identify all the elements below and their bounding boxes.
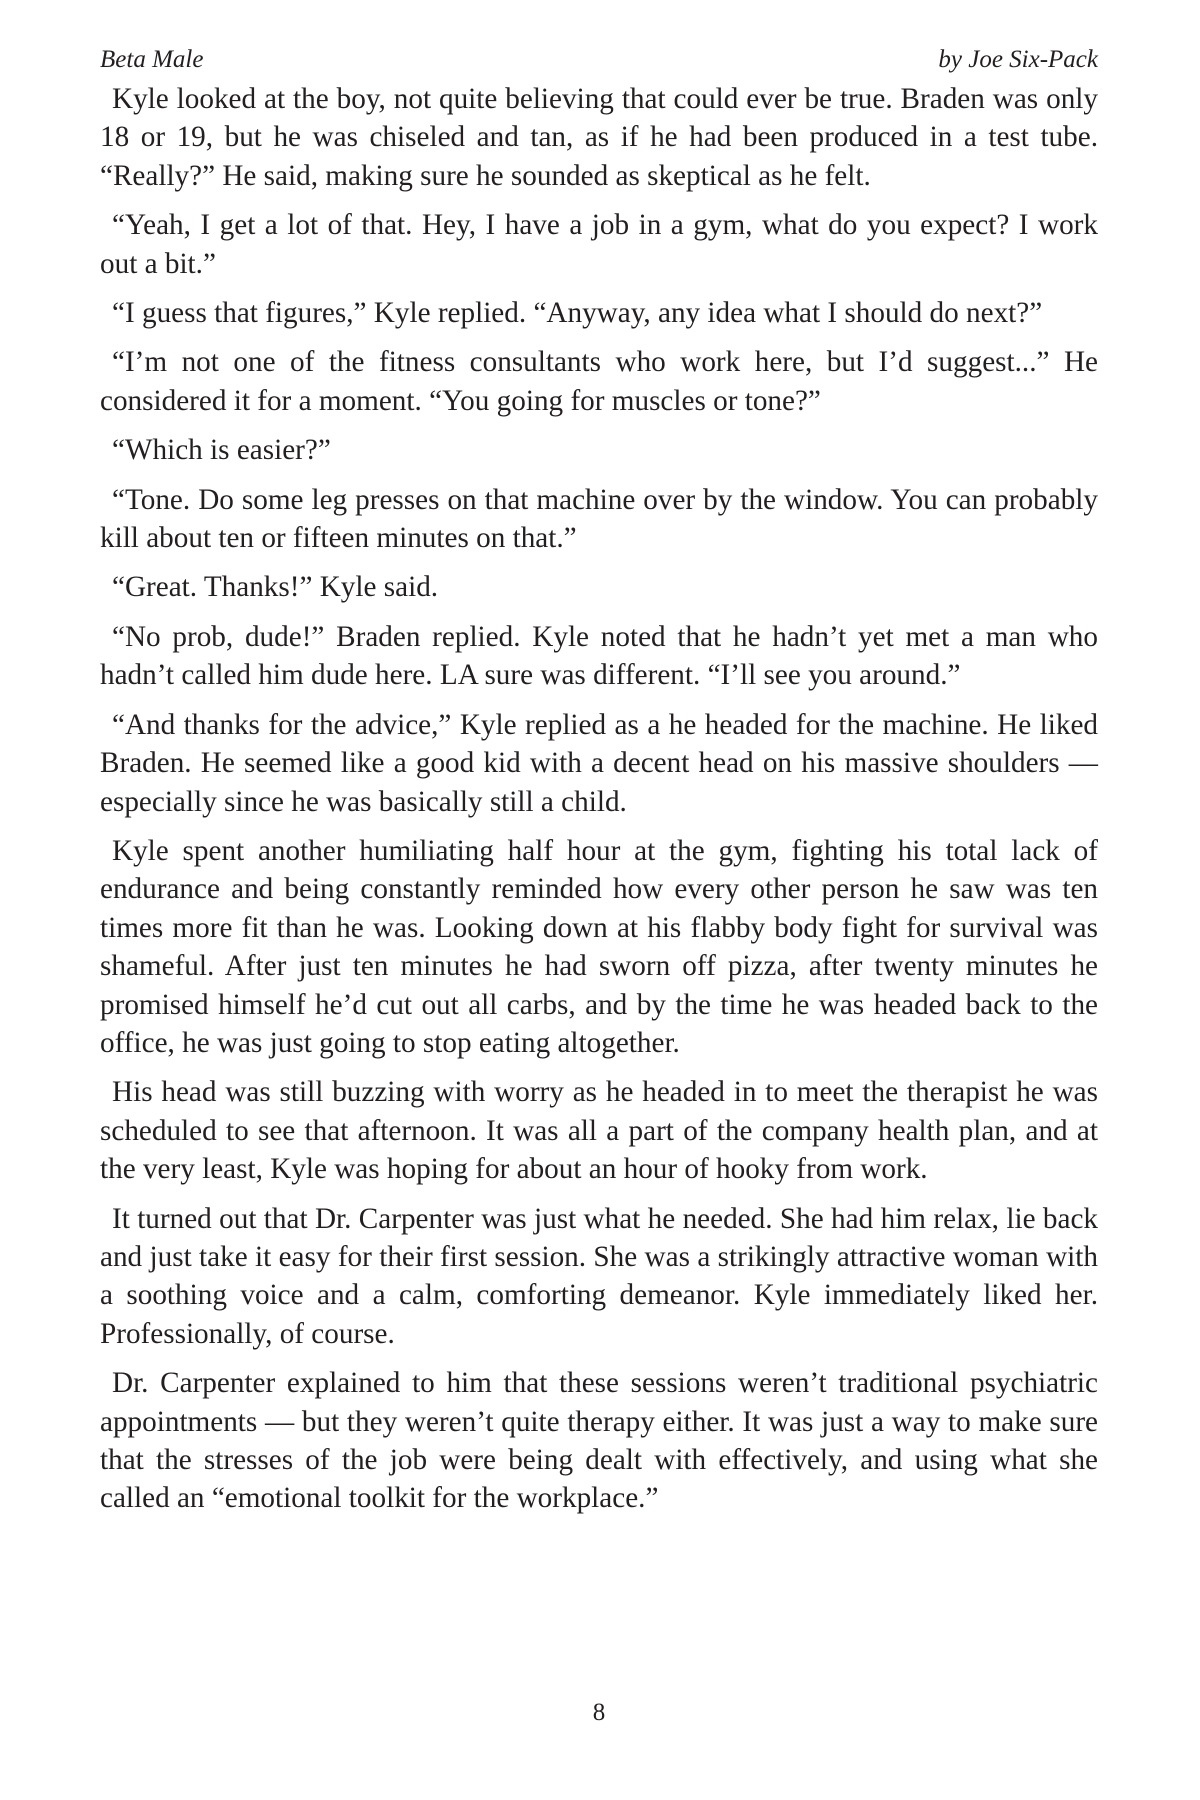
- paragraph: Kyle looked at the boy, not quite believing that could ever be true. Braden was only 18 or 19, but he was chiseled and tan, as if he had been produced in a test tube. “Really?” He said, making sure he sounded as skeptical as he felt.: [100, 83, 1098, 192]
- paragraph: “Great. Thanks!” Kyle said.: [112, 571, 439, 604]
- paragraph: Kyle spent another humiliating half hour at the gym, fighting his total lack of endurance and being constantly reminded how every other person he saw was ten times more fit than he was. Looking down at his flabby body fight for survival was shameful. After just ten minutes he had sworn off pizza, after twenty minutes he promised himself he’d cut out all carbs, and by the time he was headed back to the office, he was just going to stop eating altogether.: [100, 834, 1098, 1059]
- paragraph: Dr. Carpenter explained to him that these sessions weren’t traditional psychiatric appointments — but they weren’t quite therapy either. It was just a way to make sure that the stresses of the job were being dealt with effectively, and using what she called an “emotional toolkit for the workplace.”: [100, 1367, 1098, 1515]
- paragraph: “I guess that figures,” Kyle replied. “Anyway, any idea what I should do next?”: [112, 297, 1043, 330]
- paragraph: His head was still buzzing with worry as he headed in to meet the therapist he was scheduled to see that afternoon. It was all a part of the company health plan, and at the very least, Kyle was hoping for about an hour of hooky from work.: [100, 1076, 1098, 1186]
- book-title: Beta Male: [100, 46, 204, 73]
- paragraph: “Tone. Do some leg presses on that machine over by the window. You can probably kill about ten or fifteen minutes on that.”: [100, 483, 1098, 555]
- running-header: [100, 40, 1098, 80]
- paragraph: It turned out that Dr. Carpenter was just what he needed. She had him relax, lie back and just take it easy for their first session. She was a strikingly attractive woman with a soothing voice and a calm, comforting demeanor. Kyle immediately liked her. Professionally, of course.: [100, 1202, 1098, 1350]
- book-author: by Joe Six-Pack: [938, 46, 1098, 73]
- book-page: [100, 40, 1098, 1760]
- paragraph: “I’m not one of the fitness consultants who work here, but I’d suggest...” He considered it for a moment. “You going for muscles or tone?”: [100, 346, 1098, 417]
- page-number: 8: [592, 1699, 606, 1726]
- paragraph: “No prob, dude!” Braden replied. Kyle noted that he hadn’t yet met a man who hadn’t called him dude here. LA sure was different. “I’ll see you around.”: [100, 620, 1098, 692]
- body-text: [100, 80, 1098, 1518]
- paragraph: “Which is easier?”: [112, 434, 331, 467]
- paragraph: “And thanks for the advice,” Kyle replied as a he headed for the machine. He liked Braden. He seemed like a good kid with a decent head on his massive shoulders — especially since he was basically still a child.: [100, 708, 1098, 818]
- paragraph: “Yeah, I get a lot of that. Hey, I have a job in a gym, what do you expect? I work out a bit.”: [100, 209, 1098, 280]
